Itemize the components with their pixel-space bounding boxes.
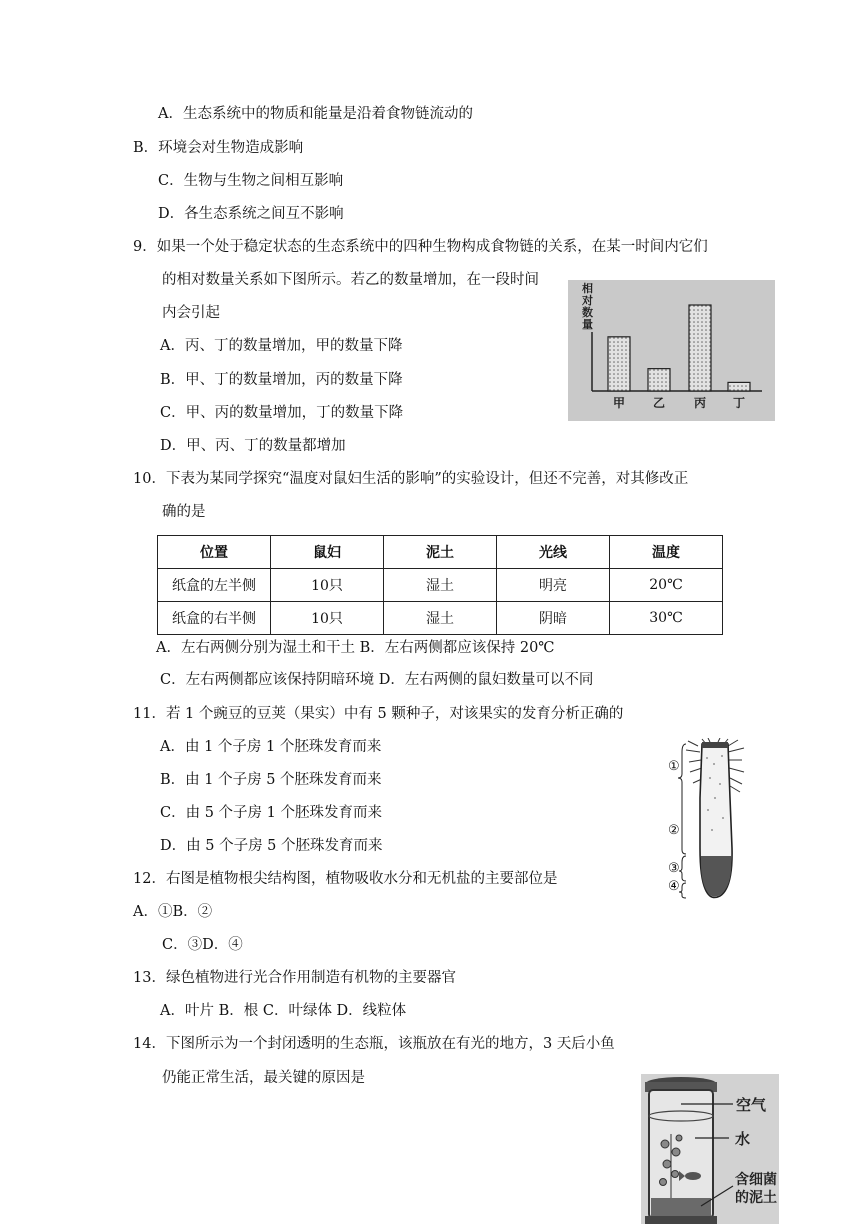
jar-label-soil-1: 含细菌 bbox=[735, 1172, 777, 1188]
table-header: 鼠妇 bbox=[271, 536, 384, 569]
q9-stem-line-3: 内会引起 bbox=[162, 305, 220, 321]
jar-base bbox=[645, 1216, 717, 1224]
root-label-2: ② bbox=[668, 823, 680, 838]
root-label-1: ① bbox=[668, 759, 680, 774]
q11-option-a: A．由 1 个子房 1 个胚珠发育而来 bbox=[160, 739, 382, 755]
q8-option-a: A．生态系统中的物质和能量是沿着食物链流动的 bbox=[158, 106, 473, 122]
table-cell: 湿土 bbox=[384, 569, 497, 602]
jar-label-water: 水 bbox=[735, 1130, 751, 1148]
jar-soil bbox=[651, 1198, 711, 1216]
q14-stem-line-2: 仍能正常生活，最关键的原因是 bbox=[162, 1070, 365, 1086]
table-row bbox=[158, 602, 723, 635]
q13-stem: 13．绿色植物进行光合作用制造有机物的主要器官 bbox=[133, 970, 456, 986]
q8-option-c: C．生物与生物之间相互影响 bbox=[158, 173, 344, 189]
table-cell: 30℃ bbox=[610, 602, 723, 635]
jar-label-air: 空气 bbox=[736, 1096, 767, 1114]
q12-stem: 12．右图是植物根尖结构图，植物吸收水分和无机盐的主要部位是 bbox=[133, 871, 558, 887]
table-header: 温度 bbox=[610, 536, 723, 569]
bar-2 bbox=[648, 369, 670, 391]
q11-option-c: C．由 5 个子房 1 个胚珠发育而来 bbox=[160, 805, 382, 821]
table-header: 位置 bbox=[158, 536, 271, 569]
q9-quantity-figure bbox=[568, 280, 775, 421]
q11-option-d: D．由 5 个子房 5 个胚珠发育而来 bbox=[160, 838, 383, 854]
q13-options-line: A．叶片 B．根 C．叶绿体 D．线粒体 bbox=[160, 1003, 407, 1019]
q10-stem-line-2: 确的是 bbox=[162, 504, 206, 520]
table-cell: 10只 bbox=[271, 569, 384, 602]
root-tip-figure bbox=[662, 738, 758, 900]
bar-label-4: 丁 bbox=[732, 396, 746, 410]
table-header-row bbox=[158, 536, 723, 569]
q9-stem-line-1: 9．如果一个处于稳定状态的生态系统中的四种生物构成食物链的关系，在某一时间内它们 bbox=[133, 239, 708, 255]
table-header: 泥土 bbox=[384, 536, 497, 569]
table-cell: 纸盒的左半侧 bbox=[158, 569, 271, 602]
q11-option-b: B．由 1 个子房 5 个胚珠发育而来 bbox=[160, 772, 382, 788]
table-header: 光线 bbox=[497, 536, 610, 569]
q9-ylabel-2: 对 bbox=[582, 294, 593, 307]
root-top-cut bbox=[702, 742, 728, 748]
table-cell: 阴暗 bbox=[497, 602, 610, 635]
q9-option-c: C．甲、丙的数量增加，丁的数量下降 bbox=[160, 405, 404, 421]
q9-ylabel-4: 量 bbox=[582, 318, 593, 331]
q12-options-line-1: A．①B．② bbox=[133, 904, 213, 920]
q10-options-line-2: C．左右两侧都应该保持阴暗环境 D．左右两侧的鼠妇数量可以不同 bbox=[160, 672, 594, 688]
bar-3 bbox=[689, 305, 711, 391]
table-row bbox=[158, 569, 723, 602]
bar-label-2: 乙 bbox=[652, 396, 666, 410]
q9-ylabel-1: 相 bbox=[582, 282, 593, 295]
ecosystem-jar-figure bbox=[641, 1074, 779, 1224]
q9-option-a: A．丙、丁的数量增加，甲的数量下降 bbox=[160, 338, 403, 354]
q11-stem: 11．若 1 个豌豆的豆荚（果实）中有 5 颗种子，对该果实的发育分析正确的 bbox=[133, 706, 624, 722]
q12-options-line-2: C．③D．④ bbox=[162, 937, 243, 953]
q10-options-line-1: A．左右两侧分别为湿土和干土 B．左右两侧都应该保持 20℃ bbox=[156, 640, 555, 656]
brace-middle bbox=[679, 856, 686, 881]
q8-option-b: B．环境会对生物造成影响 bbox=[133, 140, 304, 156]
q10-experiment-table bbox=[157, 535, 723, 635]
bar-label-3: 丙 bbox=[693, 396, 707, 410]
bar-1 bbox=[608, 337, 630, 391]
table-cell: 10只 bbox=[271, 602, 384, 635]
q10-stem-line-1: 10．下表为某同学探究“温度对鼠妇生活的影响”的实验设计，但还不完善，对其修改正 bbox=[133, 471, 689, 487]
q9-stem-line-2: 的相对数量关系如下图所示。若乙的数量增加，在一段时间 bbox=[162, 272, 539, 288]
bar-4 bbox=[728, 382, 750, 391]
q9-ylabel-3: 数 bbox=[582, 306, 593, 319]
brace-lower bbox=[679, 883, 686, 898]
jar-label-soil-2: 的泥土 bbox=[735, 1190, 777, 1206]
q14-stem-line-1: 14．下图所示为一个封闭透明的生态瓶，该瓶放在有光的地方，3 天后小鱼 bbox=[133, 1036, 615, 1052]
table-cell: 湿土 bbox=[384, 602, 497, 635]
q9-option-b: B．甲、丁的数量增加，丙的数量下降 bbox=[160, 372, 403, 388]
q9-option-d: D．甲、丙、丁的数量都增加 bbox=[160, 438, 346, 454]
table-cell: 纸盒的右半侧 bbox=[158, 602, 271, 635]
table-cell: 20℃ bbox=[610, 569, 723, 602]
bar-label-1: 甲 bbox=[612, 396, 626, 410]
root-label-3: ③ bbox=[668, 861, 680, 876]
q8-option-d: D．各生态系统之间互不影响 bbox=[158, 206, 344, 222]
root-label-4: ④ bbox=[668, 879, 680, 894]
table-cell: 明亮 bbox=[497, 569, 610, 602]
